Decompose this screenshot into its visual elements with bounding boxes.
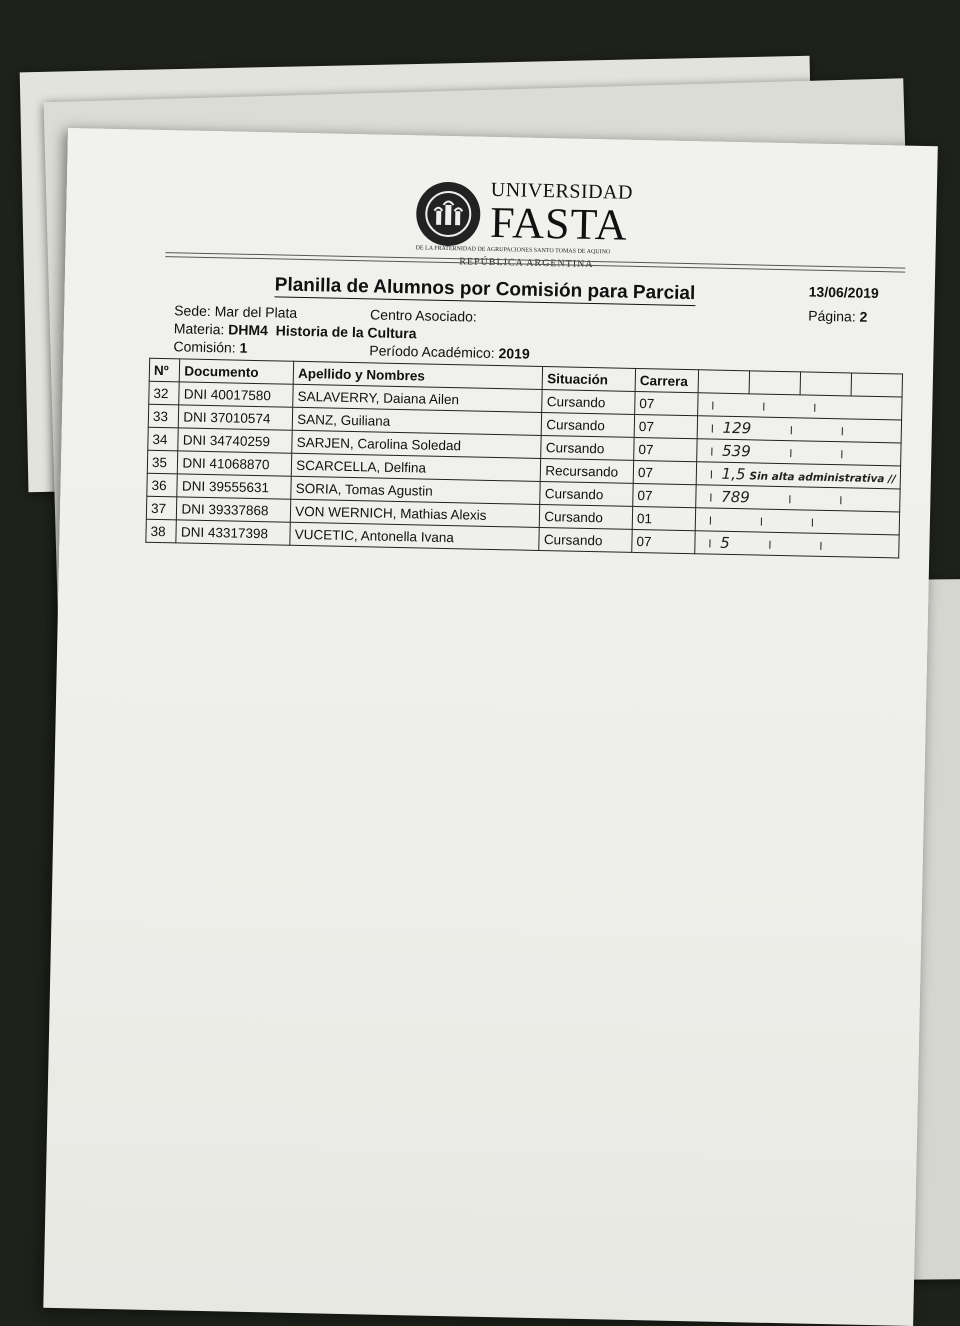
handwritten-grade: 1,5 — [721, 465, 745, 483]
tick-mark — [711, 470, 712, 478]
tick-mark — [791, 426, 792, 434]
administrative-note: Sin alta administrativa // — [749, 470, 896, 485]
row-document: DNI 34740259 — [178, 428, 292, 453]
tick-mark — [821, 541, 822, 549]
col-header-blank — [851, 373, 903, 397]
row-document: DNI 39337868 — [177, 497, 291, 522]
tick-mark — [763, 402, 764, 410]
tick-mark — [710, 516, 711, 524]
row-career: 07 — [632, 529, 695, 553]
handwritten-grade: 539 — [722, 442, 751, 461]
document-date: 13/06/2019 — [809, 284, 879, 301]
col-header-name: Apellido y Nombres — [293, 361, 543, 389]
row-situation: Cursando — [540, 481, 633, 506]
row-situation: Cursando — [540, 504, 633, 529]
tick-mark — [842, 450, 843, 458]
handwritten-grade: 789 — [721, 488, 750, 507]
col-header-blank — [698, 370, 750, 394]
handwritten-grade: 5 — [720, 534, 730, 552]
document-title: Planilla de Alumnos por Comisión para Parcial — [274, 274, 695, 306]
row-career: 07 — [635, 391, 698, 415]
row-document: DNI 39555631 — [177, 474, 291, 499]
tick-mark — [812, 518, 813, 526]
row-number: 32 — [149, 381, 180, 405]
tick-mark — [710, 493, 711, 501]
tick-mark — [712, 401, 713, 409]
sede-label: Sede: — [174, 302, 211, 319]
tick-mark — [761, 517, 762, 525]
roster-document — [43, 128, 938, 1326]
col-header-blank — [749, 371, 801, 395]
sede-value: Mar del Plata — [215, 303, 298, 321]
tick-mark — [842, 427, 843, 435]
row-name: SANZ, Guiliana — [292, 407, 542, 435]
tick-mark — [790, 495, 791, 503]
col-header-blank — [800, 372, 852, 396]
comision-field — [173, 338, 247, 356]
tick-mark — [791, 449, 792, 457]
row-document: DNI 37010574 — [179, 405, 293, 430]
row-number: 35 — [147, 450, 178, 474]
row-situation: Cursando — [541, 435, 634, 460]
comision-label: Comisión: — [173, 338, 236, 355]
row-career: 07 — [634, 437, 697, 461]
row-career: 01 — [632, 506, 695, 530]
handwritten-grade: 129 — [722, 419, 751, 438]
tick-mark — [709, 539, 710, 547]
logo-university-text: UNIVERSIDAD — [491, 179, 634, 205]
logo-tagline: DE LA FRATERNIDAD DE AGRUPACIONES SANTO TOMAS DE AQUINO — [415, 245, 655, 256]
row-name: VUCETIC, Antonella Ivana — [290, 522, 540, 550]
sede-field — [174, 302, 297, 321]
row-marks — [694, 531, 899, 558]
col-header-situation: Situación — [543, 367, 636, 392]
page-indicator — [808, 308, 867, 325]
logo-country: REPÚBLICA ARGENTINA — [459, 256, 593, 270]
row-name: SCARCELLA, Delfina — [291, 453, 541, 481]
row-document: DNI 41068870 — [178, 451, 292, 476]
row-situation: Cursando — [542, 412, 635, 437]
row-number: 33 — [148, 404, 179, 428]
row-situation: Cursando — [542, 389, 635, 414]
tick-mark — [814, 403, 815, 411]
row-document: DNI 43317398 — [176, 520, 290, 545]
row-number: 37 — [146, 496, 177, 520]
row-number: 38 — [146, 519, 177, 543]
row-career: 07 — [633, 460, 696, 484]
row-name: SARJEN, Carolina Soledad — [292, 430, 542, 458]
row-situation: Cursando — [539, 527, 632, 552]
comision-value: 1 — [239, 340, 247, 356]
tick-mark — [770, 540, 771, 548]
col-header-career: Carrera — [635, 368, 698, 392]
row-name: SALAVERRY, Daiana Ailen — [293, 384, 543, 412]
periodo-label: Período Académico: — [369, 342, 495, 361]
tick-mark — [712, 424, 713, 432]
tick-mark — [841, 496, 842, 504]
student-roster-table — [145, 358, 903, 559]
row-career: 07 — [634, 414, 697, 438]
materia-label: Materia: — [174, 320, 225, 337]
col-header-number: Nº — [149, 358, 180, 382]
tick-mark — [711, 447, 712, 455]
col-header-document: Documento — [180, 359, 294, 384]
materia-code: DHM4 — [228, 321, 268, 338]
university-seal-icon — [416, 181, 481, 246]
centro-field — [370, 306, 477, 324]
logo-fasta-text: FASTA — [490, 202, 633, 247]
row-number: 34 — [148, 427, 179, 451]
row-name: SORIA, Tomas Agustin — [291, 476, 541, 504]
page-label: Página: — [808, 308, 856, 325]
row-name: VON WERNICH, Mathias Alexis — [291, 499, 541, 527]
row-number: 36 — [147, 473, 178, 497]
row-career: 07 — [633, 483, 696, 507]
materia-name: Historia de la Cultura — [276, 322, 417, 341]
periodo-field — [369, 342, 530, 361]
centro-label: Centro Asociado: — [370, 306, 477, 324]
row-situation: Recursando — [541, 458, 634, 483]
periodo-value: 2019 — [498, 345, 529, 362]
row-document: DNI 40017580 — [179, 382, 293, 407]
page-number: 2 — [859, 309, 867, 325]
